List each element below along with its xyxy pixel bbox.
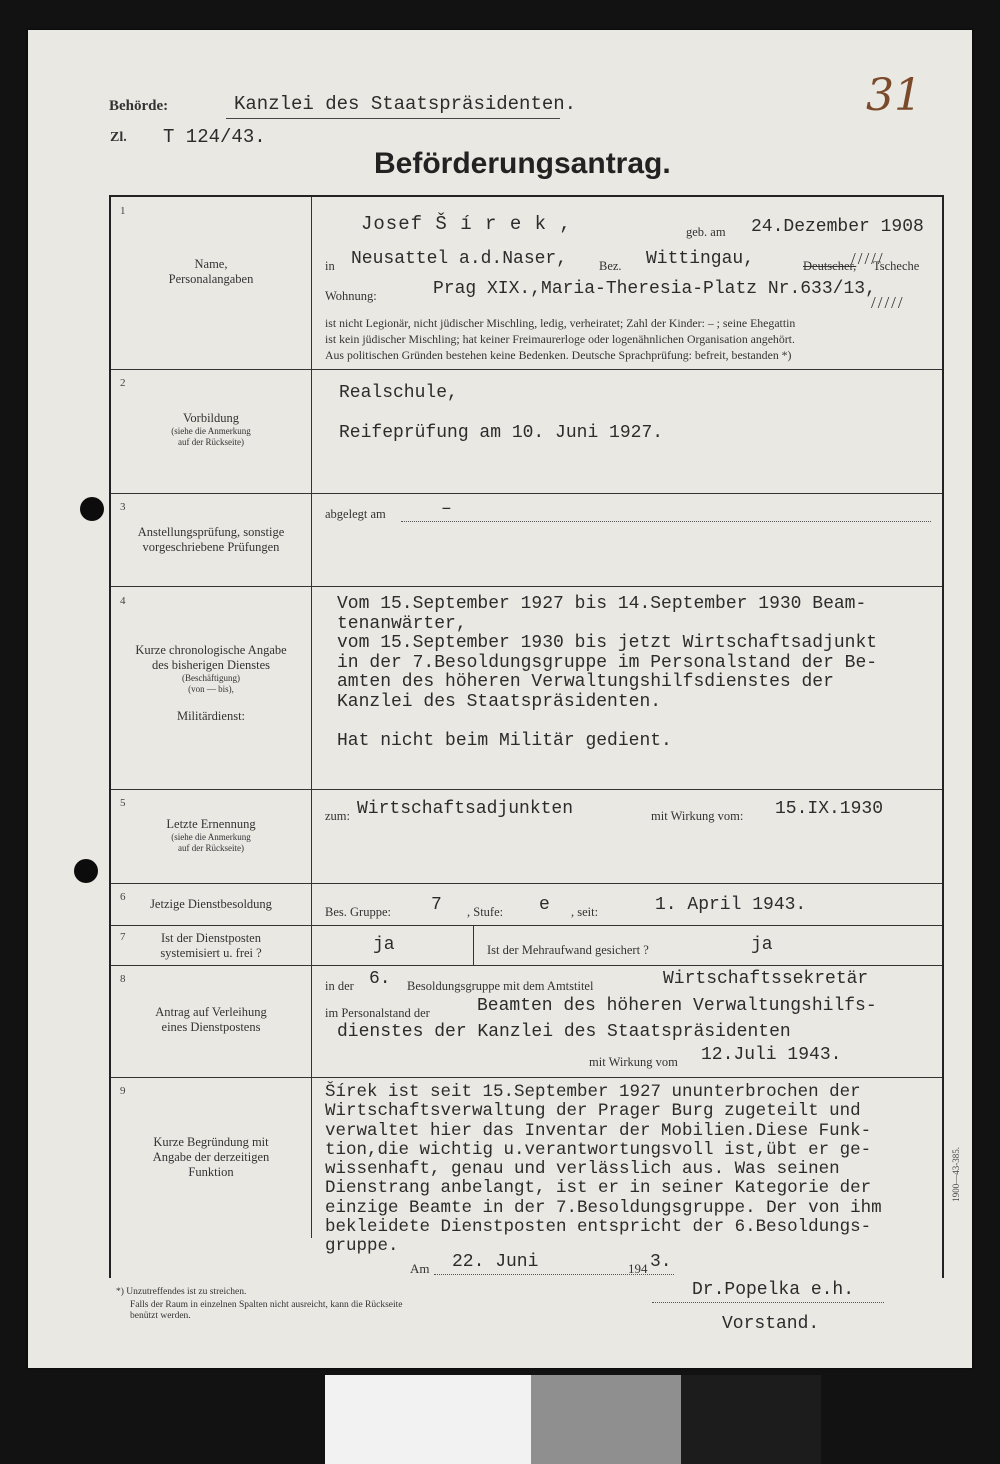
row-number: 6: [120, 891, 126, 903]
service-line: tenanwärter,: [337, 613, 467, 634]
row8-label-b: eines Dienstpostens: [161, 1020, 261, 1034]
date-dotted-line: [434, 1274, 674, 1275]
justification-line: tion,die wichtig u.verantwortungsvoll ist,übt er ge-: [325, 1139, 872, 1160]
new-gruppe-value: 6.: [369, 969, 391, 989]
page-title: Beförderungsantrag.: [374, 147, 671, 180]
behoerde-underline: [226, 118, 560, 119]
row-divider: [111, 369, 942, 370]
punch-hole-bottom: [74, 859, 98, 883]
row-divider: [111, 925, 942, 926]
row7-label-b: systemisiert u. frei ?: [160, 946, 262, 960]
zl-label: Zl.: [110, 130, 127, 145]
row2-label: [115, 411, 307, 448]
row9-label-b: Angabe der derzeitigen: [152, 1150, 270, 1164]
wohnung-value: Prag XIX.,Maria-Theresia-Platz Nr.633/13,: [433, 279, 876, 299]
stufe-label: , Stufe:: [467, 905, 504, 919]
calibration-dark-patch: [681, 1375, 821, 1464]
calibration-white-patch: [325, 1375, 531, 1464]
justification-line: Šírek ist seit 15.September 1927 ununterbrochen der: [325, 1082, 861, 1102]
row1-label-b: Personalangaben: [168, 272, 254, 286]
row5-label-main: Letzte Ernennung: [166, 817, 256, 831]
zum-value: Wirtschaftsadjunkten: [357, 799, 574, 819]
row5-note-b: auf der Rückseite): [178, 843, 244, 853]
justification-line: bekleidete Dienstposten entspricht der 6.Besoldungs-: [325, 1217, 872, 1238]
row-divider: [111, 965, 942, 966]
gruppe-value: 7: [431, 895, 442, 915]
row1-label-a: Name,: [194, 257, 228, 271]
punch-hole-top: [80, 497, 104, 521]
zum-label: zum:: [325, 809, 350, 823]
posten-value: ja: [373, 935, 395, 955]
service-history: [337, 595, 877, 712]
mehraufwand-value: ja: [751, 935, 773, 955]
signature-role: Vorstand.: [722, 1314, 820, 1334]
geb-label: geb. am: [686, 225, 726, 239]
wohnung-label: Wohnung:: [325, 289, 377, 303]
form-table: [109, 195, 961, 1278]
row3-label: [115, 525, 307, 555]
service-line: Kanzlei des Staatspräsidenten.: [337, 691, 662, 712]
row8-label: [115, 1005, 307, 1035]
military-service: Hat nicht beim Militär gedient.: [337, 731, 672, 751]
row5-label: [115, 817, 307, 854]
row-number: 7: [120, 931, 126, 943]
justification-line: Wirtschaftsverwaltung der Prager Burg zugeteilt und: [325, 1101, 861, 1122]
row7-label: [115, 931, 307, 961]
row-divider: [473, 925, 474, 965]
row9-label: [115, 1135, 307, 1180]
wirkung-label: mit Wirkung vom:: [651, 809, 744, 823]
service-line: Vom 15.September 1927 bis 14.September 1930 Beam-: [337, 594, 867, 614]
row-divider: [111, 1077, 942, 1078]
signature: Dr.Popelka e.h.: [692, 1280, 855, 1300]
row5-note-a: (siehe die Anmerkung: [171, 832, 251, 842]
row-number: 2: [120, 377, 126, 389]
row8-label-a: Antrag auf Verleihung: [155, 1005, 267, 1019]
row4-label-b: des bisherigen Dienstes: [151, 658, 271, 672]
geb-value: 24.Dezember 1908: [751, 217, 924, 237]
year-digit: 3.: [650, 1252, 672, 1272]
new-wirkung-label: mit Wirkung vom: [589, 1055, 678, 1069]
mehraufwand-question: Ist der Mehraufwand gesichert ?: [487, 943, 649, 957]
behoerde-value: Kanzlei des Staatspräsidenten.: [234, 93, 577, 115]
abgelegt-value: –: [441, 499, 452, 519]
seit-value: 1. April 1943.: [655, 895, 807, 915]
footnote-3: benützt werden.: [130, 1311, 191, 1321]
bez-value: Wittingau,: [646, 249, 755, 269]
row9-label-c: Funktion: [188, 1165, 234, 1179]
service-line: vom 15.September 1930 bis jetzt Wirtschaftsadjunkt: [337, 633, 878, 653]
justification-line: verwaltet hier das Inventar der Mobilien.Diese Funk-: [325, 1120, 872, 1141]
print-stamp: 1900—43-385.: [951, 1147, 961, 1202]
calibration-gray-patch: [531, 1375, 681, 1464]
date-label: Am: [410, 1261, 430, 1276]
justification-line: gruppe.: [325, 1236, 399, 1257]
footnote-2: Falls der Raum in einzelnen Spalten nicht ausreicht, kann die Rückseite: [130, 1300, 403, 1310]
nationality-option: Tscheche: [873, 259, 920, 273]
row7-label-a: Ist der Dienstposten: [161, 931, 261, 945]
row4-note-a: (Beschäftigung): [182, 673, 240, 683]
row2-note-a: (siehe die Anmerkung: [171, 426, 251, 436]
justification-line: einzige Beamte in der 7.Besoldungsgruppe. Der von ihm: [325, 1197, 882, 1218]
in-label: in: [325, 259, 335, 273]
new-wirkung-value: 12.Juli 1943.: [701, 1045, 842, 1065]
amtstitel-value: Wirtschaftssekretär: [663, 969, 869, 989]
row9-label-a: Kurze Begründung mit: [153, 1135, 269, 1149]
education-line-2: Reifeprüfung am 10. Juni 1927.: [339, 423, 664, 443]
row4-label-military: Militärdienst:: [176, 709, 246, 723]
row-number: 3: [120, 501, 126, 513]
seit-label: , seit:: [571, 905, 599, 919]
stufe-value: e: [539, 895, 550, 915]
personalstand-value-b: dienstes der Kanzlei des Staatspräsidenten: [337, 1022, 791, 1042]
nationality-struck: Deutscher,: [803, 259, 857, 273]
row-number: 9: [120, 1085, 126, 1097]
in-der-label: in der: [325, 979, 354, 993]
status-line-2: ist kein jüdischer Mischling; hat keiner Freimaurerloge oder logenähnlichen Organisation angehört.: [325, 332, 795, 346]
row3-label-b: vorgeschriebene Prüfungen: [142, 540, 280, 554]
abgelegt-label: abgelegt am: [325, 507, 386, 521]
document-page: [28, 30, 972, 1368]
status-line-3: Aus politischen Gründen bestehen keine Bedenken. Deutsche Sprachprüfung: befreit, bestanden *): [325, 348, 792, 362]
row2-note-b: auf der Rückseite): [178, 437, 244, 447]
row3-label-a: Anstellungsprüfung, sonstige: [137, 525, 285, 539]
behoerde-label: Behörde:: [109, 98, 169, 114]
zl-value: T 124/43.: [163, 126, 266, 148]
personalstand-value-a: Beamten des höheren Verwaltungshilfs-: [477, 996, 877, 1016]
status-line-1: ist nicht Legionär, nicht jüdischer Mischling, ledig, verheiratet; Zahl der Kinder: – ; seine Ehegattin: [325, 316, 796, 330]
footnote-1: *) Unzutreffendes ist zu streichen.: [116, 1287, 247, 1297]
gruppe-label: Bes. Gruppe:: [325, 905, 391, 919]
strike-marks: /////: [851, 249, 885, 268]
row-number: 5: [120, 797, 126, 809]
row-number: 1: [120, 205, 126, 217]
column-divider: [311, 197, 312, 1238]
row-number: 8: [120, 973, 126, 985]
year-prefix: 194: [628, 1261, 648, 1276]
row1-label: [115, 257, 307, 287]
education-line-1: Realschule,: [339, 383, 458, 403]
abgelegt-dotted-line: [401, 521, 931, 522]
row-divider: [111, 883, 942, 884]
personalstand-label: im Personalstand der: [325, 1006, 430, 1020]
row4-note-b: (von — bis),: [188, 684, 234, 694]
justification-line: Dienstrang anbelangt, ist er in seiner Kategorie der: [325, 1178, 872, 1199]
justification-line: wissenhaft, genau und verlässlich aus. Was seinen: [325, 1159, 840, 1180]
row4-label-a: Kurze chronologische Angabe: [135, 643, 287, 657]
row2-label-main: Vorbildung: [182, 411, 240, 425]
row-number: 4: [120, 595, 126, 607]
amtstitel-label: Besoldungsgruppe mit dem Amtstitel: [407, 979, 594, 993]
folio-number: 31: [866, 70, 922, 121]
birthplace-value: Neusattel a.d.Naser,: [351, 249, 568, 269]
service-line: in der 7.Besoldungsgruppe im Personalstand der Be-: [337, 652, 878, 673]
row4-label: [115, 643, 307, 724]
row-divider: [111, 586, 942, 587]
person-name: Josef Š í r e k ,: [361, 213, 572, 235]
row-divider: [111, 493, 942, 494]
row6-label: Jetzige Dienstbesoldung: [150, 897, 272, 911]
strike-marks: /////: [871, 293, 905, 312]
wirkung-value: 15.IX.1930: [775, 799, 884, 819]
signature-dotted-line: [652, 1302, 884, 1303]
justification-text: [325, 1083, 882, 1257]
service-line: amten des höheren Verwaltungshilfsdienstes der: [337, 672, 834, 692]
date-value: 22. Juni: [452, 1252, 539, 1272]
bez-label: Bez.: [599, 259, 622, 273]
row-divider: [111, 789, 942, 790]
